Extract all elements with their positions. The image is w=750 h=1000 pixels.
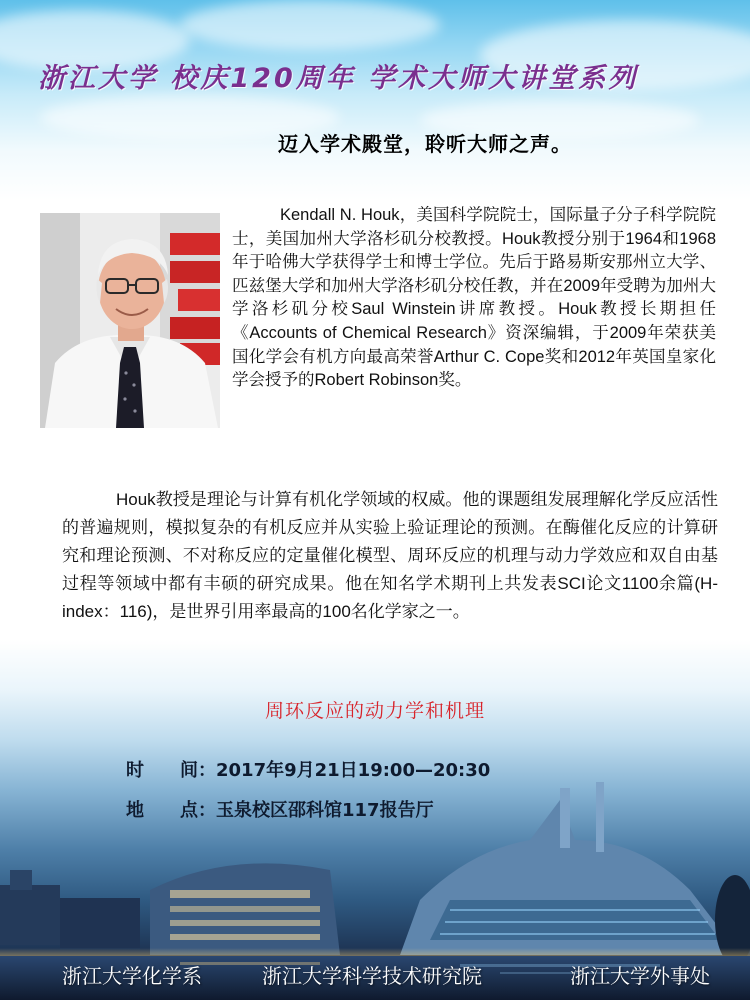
speaker-bio: Kendall N. Houk，美国科学院院士，国际量子分子科学院院士，美国加州大学洛杉矶分校教授。Houk教授分别于1964和1968年于哈佛大学获得学士和博士学位。先后于路易斯安那州立大学、匹兹堡大学和加州大学洛杉矶分校任教，并在2009年受聘为加州大学洛杉矶分校Saul Winstein讲席教授。Houk教授长期担任《Accounts of Chemical Research》资深编辑，于2009年荣获美国化学会有机方向最高荣誉Arthur C. Cope奖和2012年英国皇家化学会授予的Robert Robinson奖。 bbox=[232, 206, 716, 390]
talk-title: 周环反应的动力学和机理 bbox=[264, 700, 485, 722]
event-place bbox=[126, 796, 434, 826]
event-time bbox=[126, 756, 490, 786]
event-place-label: 地 点： bbox=[126, 800, 216, 821]
slogan: 迈入学术殿堂，聆听大师之声。 bbox=[278, 132, 572, 156]
event-time-value: 2017年9月21日19:00—20:30 bbox=[216, 760, 491, 781]
organizer-research-institute: 浙江大学科学技术研究院 bbox=[262, 964, 482, 988]
poster-title: 浙江大学 校庆120周年 学术大师大讲堂系列 bbox=[38, 63, 639, 94]
organizers-footer bbox=[0, 960, 750, 996]
organizer-foreign-affairs: 浙江大学外事处 bbox=[570, 964, 710, 988]
speaker-photo bbox=[40, 213, 220, 428]
event-place-value: 玉泉校区邵科馆117报告厅 bbox=[216, 800, 434, 821]
event-time-label: 时 间： bbox=[126, 760, 216, 781]
organizer-chemistry-dept: 浙江大学化学系 bbox=[62, 964, 202, 988]
research-summary: Houk教授是理论与计算有机化学领域的权威。他的课题组发展理解化学反应活性的普遍规则，模拟复杂的有机反应并从实验上验证理论的预测。在酶催化反应的计算研究和理论预测、不对称反应的定量催化模型、周环反应的机理与动力学效应和双自由基过程等领域中都有丰硕的研究成果。他在知名学术期刊上共发表SCI论文1100余篇(H-index：116)，是世界引用率最高的100名化学家之一。 bbox=[62, 490, 718, 621]
cloud-decoration bbox=[180, 0, 440, 50]
